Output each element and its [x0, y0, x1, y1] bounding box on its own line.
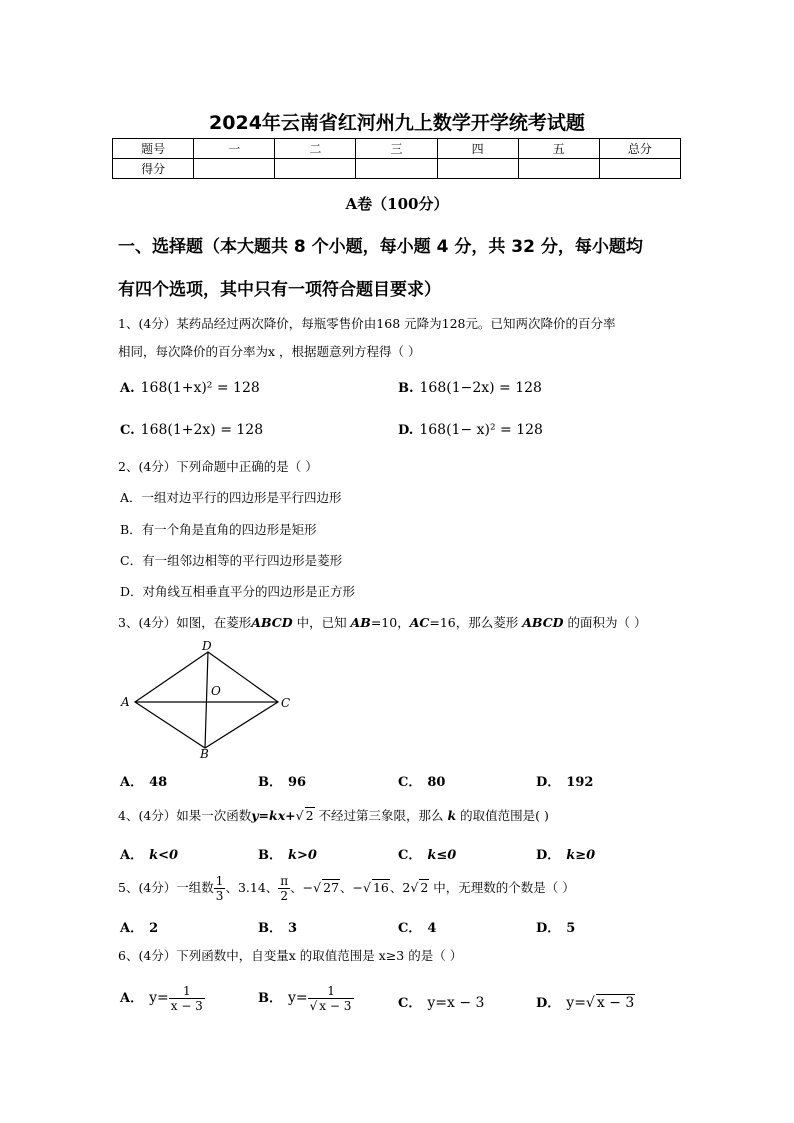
- option-label: B.: [398, 381, 414, 396]
- option-text: 3: [288, 921, 298, 936]
- option-label: D.: [398, 423, 414, 438]
- q1-stem-line1: 1、(4分）某药品经过两次降价，每瓶零售价由168 元降为128元。已知两次降价的百分率: [118, 316, 616, 331]
- q6-fraction-b: [308, 984, 355, 1013]
- q3-var: ABCD: [251, 615, 293, 630]
- score-blank-cell: [194, 159, 275, 179]
- q4-stem-text: 不经过第三象限，那么: [314, 808, 448, 823]
- option-label: B．: [258, 921, 282, 936]
- option-text: k>0: [288, 848, 317, 863]
- option-text: y=: [288, 990, 308, 1006]
- q5-stem-text: 5、(4分）一组数: [118, 880, 214, 895]
- numerator: 1: [308, 984, 355, 999]
- score-cell: 得分: [113, 159, 194, 179]
- q4-stem-text: 的取值范围是( ): [456, 808, 549, 823]
- option-label: A．: [120, 921, 144, 936]
- q2-option-b: B．有一个角是直角的四边形是矩形: [120, 522, 317, 537]
- q5-stem-text: 、2: [389, 880, 411, 895]
- q2-option-a: A．一组对边平行的四边形是平行四边形: [120, 490, 342, 505]
- option-label: C．: [398, 996, 422, 1011]
- q4-option-b: [258, 844, 317, 863]
- q3-var: AB: [350, 615, 371, 630]
- option-text: 48: [149, 775, 168, 790]
- score-blank-cell: [275, 159, 356, 179]
- score-cell: 三: [356, 139, 437, 159]
- option-label: D．: [536, 921, 561, 936]
- diagonal-bd: [205, 652, 208, 748]
- option-label: C．: [398, 921, 422, 936]
- numerator: π: [280, 874, 289, 888]
- option-text: 80: [427, 775, 446, 790]
- section1-heading-line2: 有四个选项，其中只有一项符合题目要求）: [118, 280, 441, 300]
- q5-option-c: [398, 917, 436, 936]
- option-text: 168(1+2x) = 128: [140, 422, 264, 438]
- score-cell: 二: [275, 139, 356, 159]
- option-label: B．: [258, 848, 282, 863]
- q5-stem-text: 中，无理数的个数是（ ）: [429, 880, 575, 895]
- q6-option-d: D． y=√ x − 3: [536, 995, 635, 1011]
- q6-option-b: [258, 984, 354, 1013]
- q5-fraction-2: [278, 874, 290, 903]
- denominator: √ x − 3: [309, 999, 352, 1013]
- option-label: B．: [258, 775, 282, 790]
- option-text: y=: [149, 990, 169, 1006]
- q3-option-b: [258, 771, 306, 790]
- option-text: k<0: [149, 848, 179, 863]
- option-label: D．: [536, 848, 561, 863]
- score-cell: 五: [518, 139, 599, 159]
- option-text: 4: [427, 921, 437, 936]
- q3-stem-text: 的面积为（ ）: [563, 615, 647, 630]
- option-text: 192: [566, 775, 594, 790]
- q2-stem: 2、(4分）下列命题中正确的是（ ）: [118, 459, 318, 474]
- q5-radicand: 27: [323, 880, 340, 895]
- q5-option-a: [120, 917, 158, 936]
- q3-option-c: [398, 771, 445, 790]
- option-text: 96: [288, 775, 307, 790]
- option-text: k≤0: [427, 848, 457, 863]
- option-label: D．: [536, 775, 561, 790]
- score-table-score-row: [113, 159, 681, 179]
- q5-stem-text: 、−: [340, 880, 364, 895]
- option-label: D．: [536, 996, 561, 1011]
- denominator: 3: [215, 889, 224, 903]
- q5-stem-text: 、3.14、: [225, 880, 279, 895]
- label-o: O: [211, 684, 221, 698]
- q4-var: k: [447, 808, 457, 823]
- q3-var: ABCD: [522, 615, 564, 630]
- option-label: C．: [398, 775, 422, 790]
- option-text: y=: [566, 995, 586, 1011]
- q3-stem-text: 中，已知: [292, 615, 351, 630]
- q1-option-b: [398, 380, 542, 396]
- label-c: C: [281, 696, 291, 710]
- q4-option-c: [398, 844, 456, 863]
- q6-fraction-a: [169, 984, 205, 1013]
- rhombus-figure: [116, 640, 296, 762]
- q5-option-b: [258, 917, 297, 936]
- option-label: C．: [398, 848, 422, 863]
- q4-option-a: [120, 844, 178, 863]
- q3-stem-text: 3、(4分）如图，在菱形: [118, 615, 252, 630]
- option-label: A．: [120, 775, 144, 790]
- q3-stem-text: =10，: [370, 615, 410, 630]
- score-cell: 一: [194, 139, 275, 159]
- option-text: 168(1−2x) = 128: [419, 380, 542, 396]
- q3-option-d: [536, 771, 593, 790]
- score-blank-cell: [356, 159, 437, 179]
- option-text: 2: [149, 921, 159, 936]
- label-d: D: [202, 640, 212, 653]
- option-text: k≥0: [566, 848, 596, 863]
- option-label: A．: [120, 848, 144, 863]
- score-blank-cell: [437, 159, 518, 179]
- score-cell: 四: [437, 139, 518, 159]
- q6-option-c: [398, 992, 484, 1011]
- denominator: 2: [280, 889, 289, 903]
- q1-option-a: [120, 380, 260, 396]
- option-label: A.: [120, 381, 135, 396]
- label-b: B: [200, 747, 209, 761]
- q6-option-a: [120, 984, 205, 1013]
- section-a-heading: A卷（100分）: [345, 195, 449, 213]
- q5-stem: 5、(4分）一组数 $\frac{1}{3}$ 、3.14、 $\frac{\pi}{2}$ 、−√ 27、−√ 16、2√ 2 中，无理数的个数是（ ）: [118, 874, 575, 903]
- q4-radicand: 2: [305, 808, 314, 823]
- q1-stem-line2: 相同，每次降价的百分率为x ，根据题意列方程得（ ）: [118, 344, 421, 359]
- label-a: A: [121, 695, 130, 709]
- q6-stem: 6、(4分）下列函数中，自变量x 的取值范围是 x≥3 的是（ ）: [118, 948, 463, 963]
- q5-stem-text: 、−: [290, 880, 314, 895]
- option-text: 168(1+x)² = 128: [140, 380, 260, 396]
- q4-func: y=kx+: [251, 808, 296, 823]
- paper-title: 2024年云南省红河州九上数学开学统考试题: [209, 112, 585, 134]
- radicand: x − 3: [319, 999, 352, 1013]
- denominator: x − 3: [170, 999, 203, 1013]
- score-table-header-row: [113, 139, 681, 159]
- q5-radicand: 16: [372, 880, 389, 895]
- option-label: C.: [120, 423, 135, 438]
- q5-fraction-1: [214, 874, 226, 903]
- option-text: 5: [566, 921, 576, 936]
- radicand: x − 3: [596, 995, 635, 1011]
- q3-stem-text: =16，那么菱形: [429, 615, 523, 630]
- option-text: y=x − 3: [427, 995, 485, 1011]
- numerator: 1: [169, 984, 205, 999]
- option-label: B．: [258, 991, 282, 1006]
- q3-var: AC: [409, 615, 430, 630]
- numerator: 1: [215, 874, 224, 888]
- q4-stem: 4、(4分）如果一次函数y=kx+√ 2 不经过第三象限，那么 k 的取值范围是( ): [118, 808, 549, 823]
- option-label: A．: [120, 991, 144, 1006]
- score-table: [112, 138, 681, 179]
- q2-option-d: D．对角线互相垂直平分的四边形是正方形: [120, 584, 356, 599]
- q5-radicand: 2: [420, 880, 429, 895]
- q4-option-d: [536, 844, 595, 863]
- q1-option-d: [398, 422, 543, 438]
- q2-option-c: C．有一组邻边相等的平行四边形是菱形: [120, 553, 343, 568]
- q4-stem-text: 4、(4分）如果一次函数: [118, 808, 252, 823]
- score-cell: 题号: [113, 139, 194, 159]
- section1-heading-line1: 一、选择题（本大题共 8 个小题，每小题 4 分，共 32 分，每小题均: [118, 237, 643, 257]
- q3-option-a: [120, 771, 167, 790]
- q5-option-d: [536, 917, 575, 936]
- option-text: 168(1− x)² = 128: [419, 422, 543, 438]
- score-cell: 总分: [599, 139, 680, 159]
- q1-option-c: [120, 422, 263, 438]
- score-blank-cell: [518, 159, 599, 179]
- score-blank-cell: [599, 159, 680, 179]
- q3-stem: [118, 611, 683, 635]
